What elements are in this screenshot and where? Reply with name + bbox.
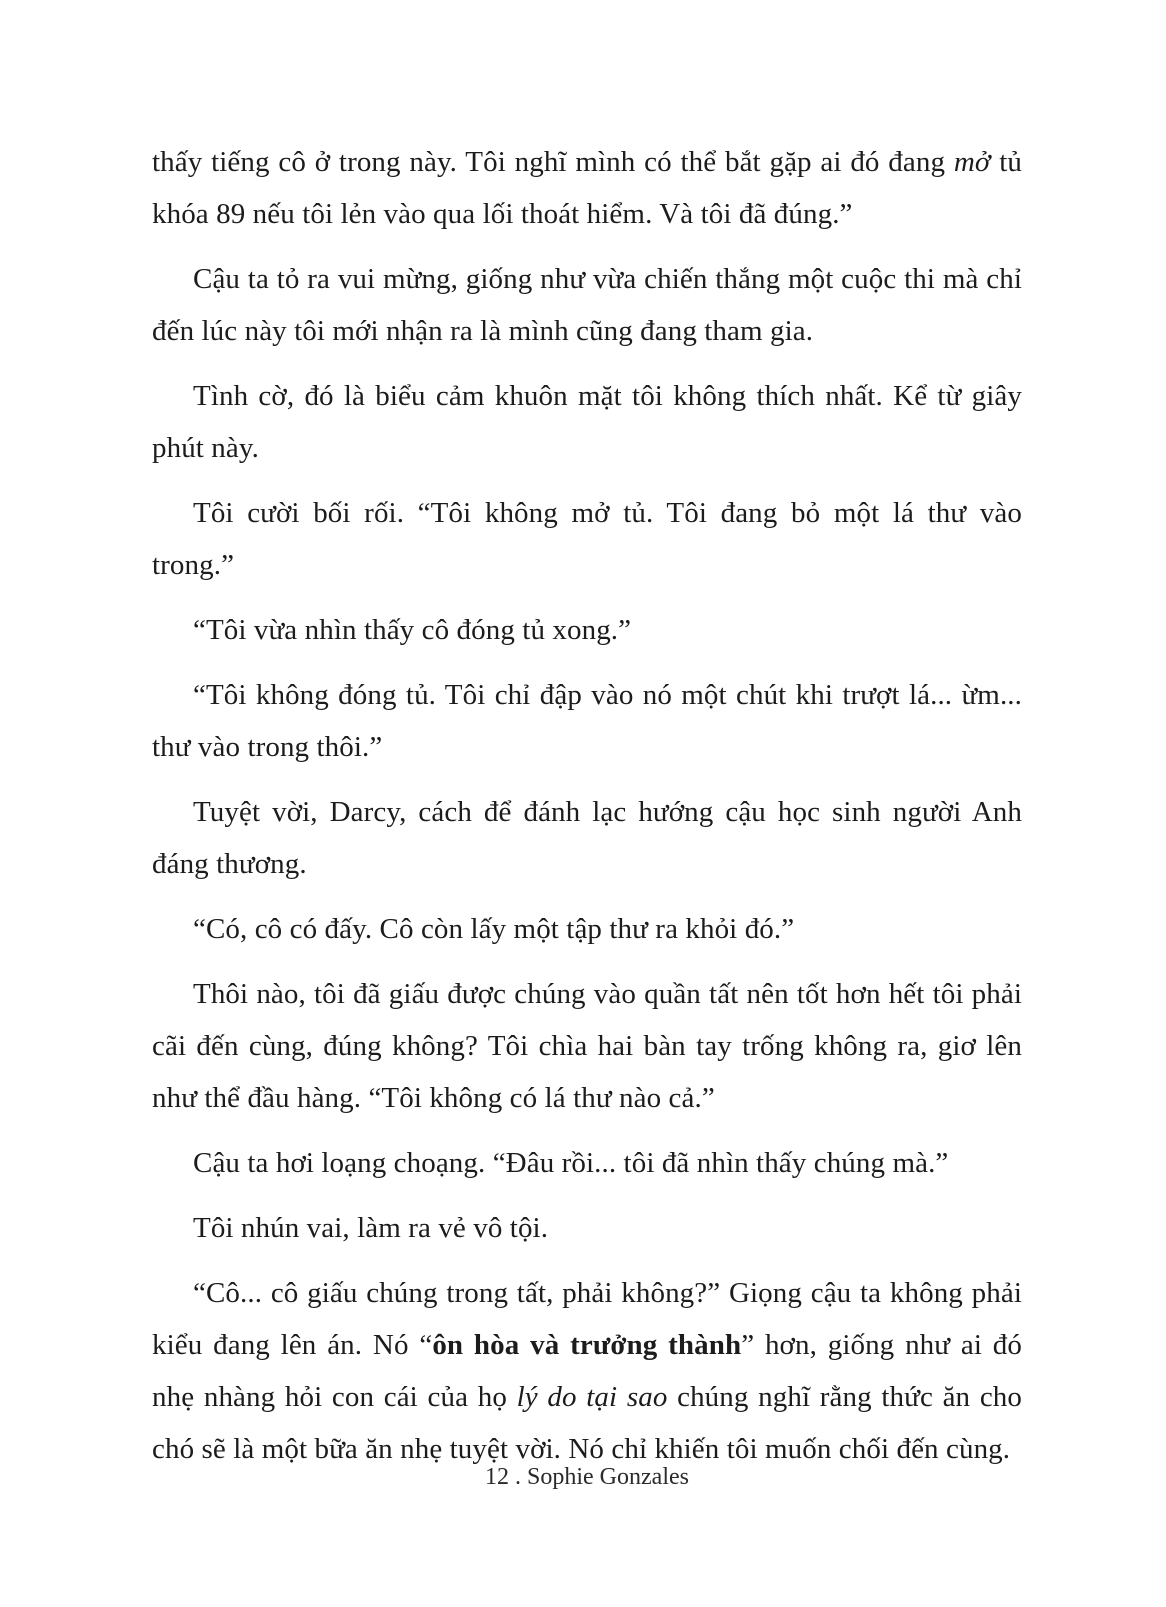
text-run: Thôi nào, tôi đã giấu được chúng vào quần tất nên tốt hơn hết tôi phải cãi đến cùng, đúng không? Tôi chìa hai bàn tay trống không ra, giơ lên như thể đầu hàng. “Tôi không có lá thư nào cả.” xyxy=(152,978,1022,1114)
page-number: 12 xyxy=(485,1464,510,1490)
text-run-italic: lý do tại sao xyxy=(516,1381,668,1413)
text-run: “Tôi vừa nhìn thấy cô đóng tủ xong.” xyxy=(193,614,632,646)
paragraph xyxy=(152,903,1022,955)
text-run: Tôi nhún vai, làm ra vẻ vô tội. xyxy=(193,1212,549,1244)
text-run-italic: mở xyxy=(953,146,991,178)
text-run-bold: ôn hòa và trưởng thành xyxy=(432,1329,742,1361)
text-run: “Có, cô có đấy. Cô còn lấy một tập thư ra khỏi đó.” xyxy=(193,913,795,945)
paragraph xyxy=(152,1202,1022,1254)
text-run: Cậu ta tỏ ra vui mừng, giống như vừa chiến thắng một cuộc thi mà chỉ đến lúc này tôi mới nhận ra là mình cũng đang tham gia. xyxy=(152,263,1022,347)
text-run: “Tôi không đóng tủ. Tôi chỉ đập vào nó một chút khi trượt lá... ừm... thư vào trong thôi.” xyxy=(152,679,1022,763)
text-run: Tình cờ, đó là biểu cảm khuôn mặt tôi không thích nhất. Kể từ giây phút này. xyxy=(152,380,1022,464)
footer-author: Sophie Gonzales xyxy=(527,1464,689,1490)
paragraph xyxy=(152,1267,1022,1475)
footer-separator: . xyxy=(509,1464,528,1490)
text-run: thấy tiếng cô ở trong này. Tôi nghĩ mình có thể bắt gặp ai đó đang xyxy=(152,146,954,178)
text-run: ” hơn, giống như ai đó nhẹ nhàng hỏi con cái của họ xyxy=(152,1329,1022,1413)
paragraph xyxy=(152,253,1022,357)
page-body xyxy=(152,136,1022,1488)
text-run: Tuyệt vời, Darcy, cách để đánh lạc hướng cậu học sinh người Anh đáng thương. xyxy=(152,796,1022,880)
paragraph xyxy=(152,786,1022,890)
page-footer xyxy=(152,1460,1022,1494)
text-run: Cậu ta hơi loạng choạng. “Đâu rồi... tôi đã nhìn thấy chúng mà.” xyxy=(193,1147,949,1179)
text-run: Tôi cười bối rối. “Tôi không mở tủ. Tôi đang bỏ một lá thư vào trong.” xyxy=(152,497,1022,581)
text-run: chúng nghĩ rằng thức ăn cho chó sẽ là một bữa ăn nhẹ tuyệt vời. Nó chỉ khiến tôi muốn chối đến cùng. xyxy=(152,1381,1022,1465)
paragraph xyxy=(152,1137,1022,1189)
text-run: “Cô... cô giấu chúng trong tất, phải không?” Giọng cậu ta không phải kiểu đang lên án. Nó “ xyxy=(152,1277,1022,1361)
text-run: tủ khóa 89 nếu tôi lẻn vào qua lối thoát hiểm. Và tôi đã đúng.” xyxy=(152,146,1022,230)
paragraph xyxy=(152,604,1022,656)
paragraph xyxy=(152,968,1022,1124)
paragraph xyxy=(152,669,1022,773)
paragraph xyxy=(152,370,1022,474)
paragraph xyxy=(152,136,1022,240)
paragraph xyxy=(152,487,1022,591)
